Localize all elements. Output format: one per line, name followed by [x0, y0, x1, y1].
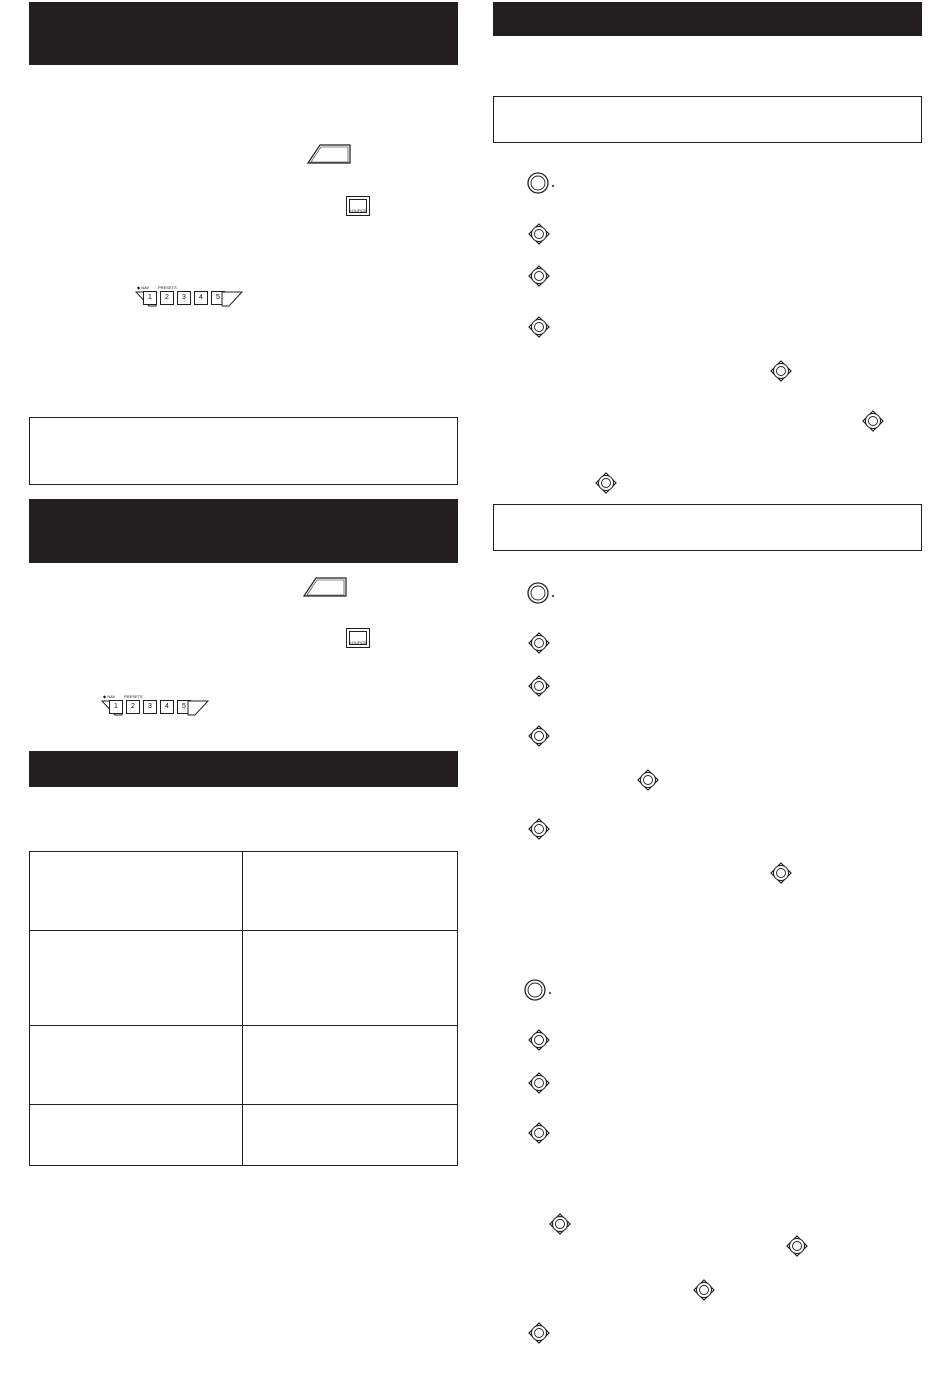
preset-right-wedge-icon: [221, 291, 243, 307]
power-alarm-key-icon-2: [302, 576, 348, 598]
navigation-pad-icon: [528, 1029, 550, 1051]
presets-nav-label-2: ◆ NAV: [103, 694, 116, 699]
troubleshooting-table: [29, 851, 458, 1166]
presets-header-1: [137, 285, 177, 290]
note-box-right-2: [493, 504, 922, 551]
preset-button-1: 1: [143, 291, 157, 305]
note-box-right-1: [493, 96, 922, 143]
knob-indicator-dot: [552, 185, 554, 187]
source-key-icon: [346, 196, 370, 216]
navigation-pad-icon: [637, 769, 659, 791]
preset-button-2: 2: [126, 700, 140, 714]
preset-button-5: 5: [177, 700, 191, 714]
preset-right-wedge-icon-2: [187, 700, 209, 716]
navigation-pad-icon: [549, 1213, 571, 1235]
navigation-pad-icon: [528, 265, 550, 287]
navigation-pad-icon: [528, 1072, 550, 1094]
navigation-pad-icon: [528, 316, 550, 338]
presets-title: PRESETS: [158, 285, 177, 290]
select-knob-icon: [524, 979, 546, 1001]
select-knob-icon: [527, 172, 549, 194]
section-header-bar-1: [29, 2, 458, 65]
knob-indicator-dot: [549, 992, 551, 994]
table-row-divider-2: [30, 1025, 457, 1026]
power-alarm-key-icon: [306, 143, 352, 165]
note-box-left: [29, 417, 458, 485]
preset-button-4: 4: [160, 700, 174, 714]
preset-button-3: 3: [177, 291, 191, 305]
navigation-pad-icon: [862, 410, 884, 432]
section-header-bar-2: [29, 499, 458, 563]
section-header-bar-right: [493, 2, 922, 36]
source-key-label: SOURCE: [348, 208, 368, 213]
preset-button-1: 1: [109, 700, 123, 714]
preset-button-2: 2: [160, 291, 174, 305]
source-key-label-2: SOURCE: [348, 640, 368, 645]
presets-strip-1: [135, 285, 243, 307]
navigation-pad-icon: [528, 818, 550, 840]
select-knob-icon: [527, 582, 549, 604]
presets-nav-label: ◆ NAV: [137, 285, 150, 290]
navigation-pad-icon: [770, 360, 792, 382]
presets-header-2: [103, 694, 143, 699]
navigation-pad-icon: [528, 675, 550, 697]
table-column-divider: [242, 852, 243, 1165]
table-row-divider-1: [30, 930, 457, 931]
navigation-pad-icon: [528, 223, 550, 245]
navigation-pad-icon: [770, 862, 792, 884]
table-row-divider-3: [30, 1104, 457, 1105]
presets-strip-2: [101, 694, 209, 716]
navigation-pad-icon: [528, 632, 550, 654]
presets-title-2: PRESETS: [124, 694, 143, 699]
source-key-icon-2: [346, 628, 370, 648]
knob-indicator-dot: [552, 595, 554, 597]
navigation-pad-icon: [528, 725, 550, 747]
preset-button-3: 3: [143, 700, 157, 714]
navigation-pad-icon: [595, 472, 617, 494]
preset-button-5: 5: [211, 291, 225, 305]
navigation-pad-icon: [528, 1322, 550, 1344]
section-header-bar-3: [29, 751, 458, 787]
navigation-pad-icon: [786, 1235, 808, 1257]
navigation-pad-icon: [693, 1279, 715, 1301]
preset-button-4: 4: [194, 291, 208, 305]
navigation-pad-icon: [528, 1122, 550, 1144]
